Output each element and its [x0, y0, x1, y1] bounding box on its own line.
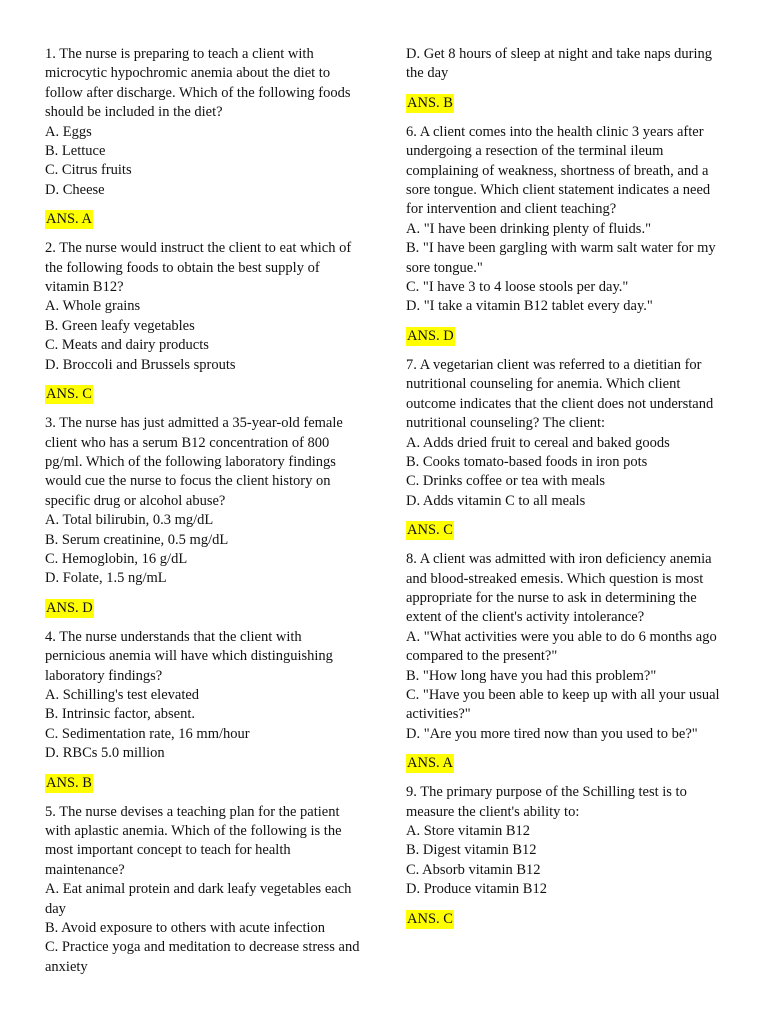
- answer-option: A. Total bilirubin, 0.3 mg/dL: [45, 512, 214, 529]
- answer-option: A. Whole grains: [45, 298, 141, 315]
- answer-option: B. Serum creatinine, 0.5 mg/dL: [45, 531, 229, 548]
- answer-option: D. Adds vitamin C to all meals: [406, 492, 586, 509]
- answer-option: C. Drinks coffee or tea with meals: [406, 473, 606, 490]
- question-stem: 8. A client was admitted with iron deficiency anemia and blood-streaked emesis. Which question is most appropriate for the nurse to ask in determining the extent of the client's activity intolerance?: [406, 551, 712, 626]
- answer-option: A. Store vitamin B12: [406, 823, 531, 839]
- answer-option: D. Produce vitamin B12: [406, 881, 547, 898]
- answer-option: B. Cooks tomato-based foods in iron pots: [406, 453, 648, 470]
- answer-option: B. "I have been gargling with warm salt water for my sore tongue.": [406, 240, 716, 276]
- answer-row: [406, 754, 728, 783]
- answer-option: C. "I have 3 to 4 loose stools per day.": [406, 279, 629, 296]
- answer-option: C. Meats and dairy products: [45, 337, 209, 354]
- answer-highlight: ANS. C: [407, 522, 453, 539]
- answer-highlight: ANS. B: [407, 94, 453, 111]
- answer-option: A. "I have been drinking plenty of fluids.": [406, 220, 651, 237]
- answer-option: C. Sedimentation rate, 16 mm/hour: [45, 725, 250, 742]
- question-stem: 7. A vegetarian client was referred to a dietitian for nutritional counseling for anemia. Which client outcome indicates that the client does not understand nutritional counseling? The client:: [406, 356, 714, 432]
- answer-option: D. "Are you more tired now than you used to be?": [406, 725, 698, 742]
- answer-highlight: ANS. C: [46, 386, 92, 403]
- answer-option: D. Broccoli and Brussels sprouts: [45, 356, 236, 373]
- question-stem: 2. The nurse would instruct the client to eat which of the following foods to obtain the best supply of vitamin B12?: [45, 240, 352, 296]
- answer-option: C. Citrus fruits: [45, 162, 132, 179]
- answer-option: D. RBCs 5.0 million: [45, 745, 165, 762]
- answer-option: C. Practice yoga and meditation to decrease stress and anxiety: [45, 939, 360, 975]
- question-stem: 4. The nurse understands that the client with pernicious anemia will have which distinguishing laboratory findings?: [45, 628, 333, 684]
- answer-highlight: ANS. B: [46, 774, 92, 791]
- question-stem: 3. The nurse has just admitted a 35-year-old female client who has a serum B12 concentration of 800 pg/ml. Which of the following laboratory findings would cue the nurse to focus the client history on specific drug or alcohol abuse?: [45, 415, 343, 509]
- question-stem: 9. The primary purpose of the Schilling test is to measure the client's ability to:: [406, 784, 687, 820]
- answer-option: B. Digest vitamin B12: [406, 842, 537, 859]
- question-block: [406, 356, 728, 511]
- answer-option: B. Lettuce: [45, 143, 106, 160]
- question-block: [45, 45, 363, 200]
- right-column: [406, 45, 728, 939]
- question-block: [45, 239, 363, 375]
- left-column: [45, 45, 363, 987]
- answer-row: [45, 210, 363, 239]
- answer-row: [406, 521, 728, 550]
- question-block: [406, 550, 728, 744]
- answer-highlight: ANS. D: [46, 599, 93, 616]
- answer-highlight: ANS. C: [407, 910, 453, 927]
- question-block: [45, 628, 363, 764]
- answer-highlight: ANS. D: [407, 327, 454, 344]
- answer-option: B. "How long have you had this problem?": [406, 667, 657, 684]
- answer-highlight: ANS. A: [46, 211, 92, 228]
- answer-option: A. "What activities were you able to do 6 months ago compared to the present?": [406, 628, 717, 665]
- answer-row: [45, 599, 363, 628]
- answer-option: B. Green leafy vegetables: [45, 317, 195, 334]
- answer-option: A. Adds dried fruit to cereal and baked goods: [406, 434, 670, 451]
- answer-row: [406, 94, 728, 123]
- question-stem: 6. A client comes into the health clinic 3 years after undergoing a resection of the terminal ileum complaining of weakness, shortness of breath, and a sore tongue. Which client statement indicates a need for intervention and client teaching?: [406, 123, 711, 218]
- question-block: [406, 783, 728, 899]
- question-block: [45, 803, 363, 978]
- answer-option: A. Eggs: [45, 123, 92, 140]
- question-continuation: [406, 45, 728, 84]
- answer-option: C. Hemoglobin, 16 g/dL: [45, 550, 188, 567]
- answer-option: D. Cheese: [45, 181, 105, 198]
- answer-option: D. "I take a vitamin B12 tablet every day.": [406, 298, 653, 315]
- answer-row: [45, 774, 363, 803]
- answer-row: [45, 385, 363, 414]
- question-stem: 5. The nurse devises a teaching plan for the patient with aplastic anemia. Which of the following is the most important concept to teach for health maintenance?: [45, 803, 342, 878]
- answer-option: D. Folate, 1.5 ng/mL: [45, 570, 167, 587]
- answer-row: [406, 910, 728, 939]
- answer-highlight: ANS. A: [407, 755, 453, 772]
- question-block: [45, 414, 363, 589]
- answer-option: A. Eat animal protein and dark leafy vegetables each day: [45, 881, 352, 917]
- answer-option: A. Schilling's test elevated: [45, 686, 200, 703]
- question-stem: 1. The nurse is preparing to teach a client with microcytic hypochromic anemia about the diet to follow after discharge. Which of the following foods should be included in the diet?: [45, 46, 351, 121]
- answer-option: B. Intrinsic factor, absent.: [45, 706, 196, 723]
- answer-option: C. Absorb vitamin B12: [406, 861, 541, 878]
- question-block: [406, 123, 728, 317]
- answer-option: B. Avoid exposure to others with acute infection: [45, 920, 326, 937]
- answer-option: D. Get 8 hours of sleep at night and take naps during the day: [406, 46, 713, 82]
- answer-row: [406, 327, 728, 356]
- answer-option: C. "Have you been able to keep up with all your usual activities?": [406, 686, 720, 723]
